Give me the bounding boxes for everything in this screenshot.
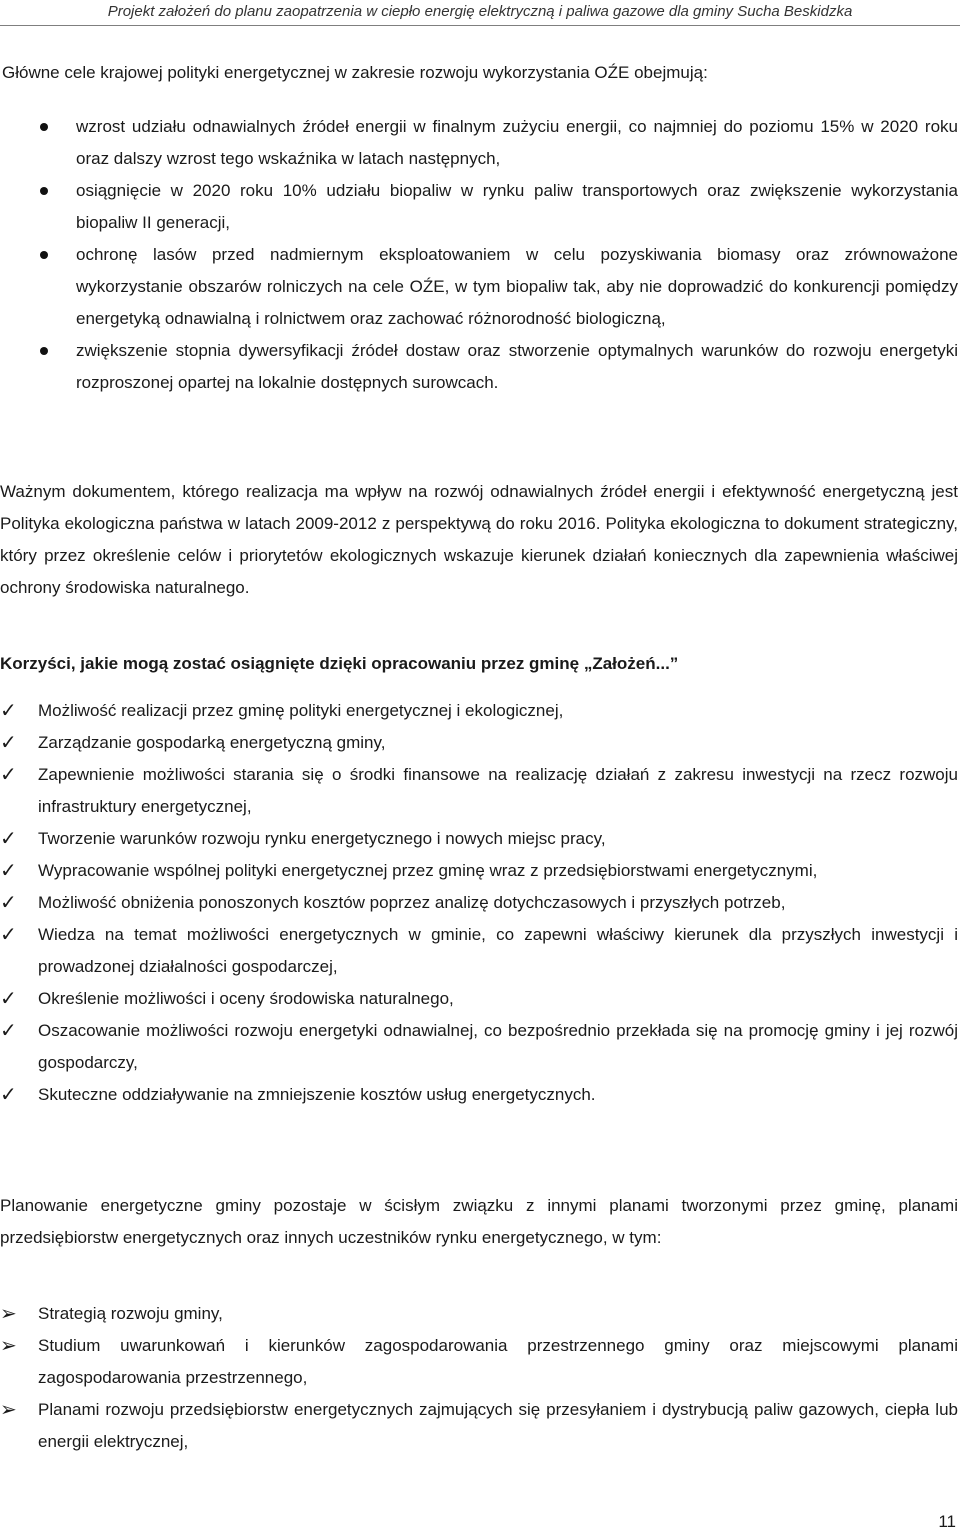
list-item	[0, 1079, 958, 1111]
bullet-icon	[40, 251, 48, 259]
page-header	[0, 0, 960, 26]
benefit-text: Oszacowanie możliwości rozwoju energetyki odnawialnej, co bezpośrednio przekłada się na promocję gminy i jej rozwój gospodarczy,	[38, 1021, 958, 1072]
list-item	[40, 239, 958, 335]
list-item	[0, 1330, 958, 1394]
benefit-text: Zapewnienie możliwości starania się o środki finansowe na realizację działań z zakresu inwestycji na rzecz rozwoju infrastruktury energetycznej,	[38, 765, 958, 816]
benefit-text: Zarządzanie gospodarką energetyczną gminy,	[38, 733, 386, 752]
list-item	[0, 855, 958, 887]
list-item	[0, 919, 958, 983]
benefit-text: Określenie możliwości i oceny środowiska naturalnego,	[38, 989, 454, 1008]
list-item	[40, 335, 958, 399]
list-item	[0, 695, 958, 727]
checkmark-icon: ✓	[0, 1084, 17, 1106]
checkmark-icon: ✓	[0, 860, 17, 882]
checkmark-icon: ✓	[0, 828, 17, 850]
list-item	[0, 1015, 958, 1079]
arrow-bullet-icon: ➢	[0, 1399, 17, 1421]
list-item	[40, 175, 958, 239]
arrow-bullet-icon: ➢	[0, 1335, 17, 1357]
goal-text: osiągnięcie w 2020 roku 10% udziału biopaliw w rynku paliw transportowych oraz zwiększenie wykorzystania biopaliw II generacji,	[76, 181, 958, 232]
plan-text: Studium uwarunkowań i kierunków zagospodarowania przestrzennego gminy oraz miejscowymi planami zagospodarowania przestrzennego,	[38, 1336, 958, 1387]
checkmark-icon: ✓	[0, 700, 17, 722]
bullet-icon	[40, 187, 48, 195]
plan-text: Strategią rozwoju gminy,	[38, 1304, 223, 1323]
intro-text: Główne cele krajowej polityki energetycznej w zakresie rozwoju wykorzystania OŹE obejmują:	[2, 63, 708, 82]
goal-text: zwiększenie stopnia dywersyfikacji źródeł dostaw oraz stworzenie optymalnych warunków do rozwoju energetyki rozproszonej opartej na lokalnie dostępnych surowcach.	[76, 341, 958, 392]
goal-text: ochronę lasów przed nadmiernym eksploatowaniem w celu pozyskiwania biomasy oraz zrównoważone wykorzystanie obszarów rolniczych na cele OŹE, w tym biopaliw tak, aby nie doprowadzić do konkurencji pomiędzy energetyką odnawialną i rolnictwem oraz zachować różnorodność biologiczną,	[76, 245, 958, 328]
list-item	[0, 727, 958, 759]
benefit-text: Możliwość obniżenia ponoszonych kosztów poprzez analizę dotychczasowych i przyszłych potrzeb,	[38, 893, 786, 912]
goals-list	[40, 111, 958, 399]
list-item	[0, 823, 958, 855]
plan-text: Planami rozwoju przedsiębiorstw energetycznych zajmujących się przesyłaniem i dystrybucją paliw gazowych, ciepła lub energii elektrycznej,	[38, 1400, 958, 1451]
planning-paragraph: Planowanie energetyczne gminy pozostaje w ścisłym związku z innymi planami tworzonymi przez gminę, planami przedsiębiorstw energetycznych oraz innych uczestników rynku energetycznego, w tym:	[0, 1196, 958, 1247]
checkmark-icon: ✓	[0, 892, 17, 914]
checkmark-icon: ✓	[0, 988, 17, 1010]
bullet-icon	[40, 123, 48, 131]
benefit-text: Wiedza na temat możliwości energetycznych w gminie, co zapewni właściwy kierunek dla przyszłych inwestycji i prowadzonej działalności gospodarczej,	[38, 925, 958, 976]
goal-text: wzrost udziału odnawialnych źródeł energii w finalnym zużyciu energii, co najmniej do poziomu 15% w 2020 roku oraz dalszy wzrost tego wskaźnika w latach następnych,	[76, 117, 958, 168]
checkmark-icon: ✓	[0, 764, 17, 786]
list-item	[0, 887, 958, 919]
list-item	[0, 759, 958, 823]
benefit-text: Wypracowanie wspólnej polityki energetycznej przez gminę wraz z przedsiębiorstwami energetycznymi,	[38, 861, 818, 880]
page-number: 11	[938, 1512, 956, 1531]
list-item	[0, 1394, 958, 1458]
arrow-bullet-icon: ➢	[0, 1303, 17, 1325]
checkmark-icon: ✓	[0, 1020, 17, 1042]
benefit-text: Możliwość realizacji przez gminę polityki energetycznej i ekologicznej,	[38, 701, 564, 720]
list-item	[0, 983, 958, 1015]
list-item	[40, 111, 958, 175]
benefit-text: Tworzenie warunków rozwoju rynku energetycznego i nowych miejsc pracy,	[38, 829, 606, 848]
benefits-list	[0, 695, 958, 1111]
benefits-heading: Korzyści, jakie mogą zostać osiągnięte dzięki opracowaniu przez gminę „Założeń...”	[0, 654, 679, 673]
plans-list	[0, 1298, 958, 1458]
list-item	[0, 1298, 958, 1330]
bullet-icon	[40, 347, 48, 355]
header-title: Projekt założeń do planu zaopatrzenia w ciepło energię elektryczną i paliwa gazowe dla gminy Sucha Beskidzka	[107, 3, 853, 20]
checkmark-icon: ✓	[0, 732, 17, 754]
benefit-text: Skuteczne oddziaływanie na zmniejszenie kosztów usług energetycznych.	[38, 1085, 596, 1104]
policy-paragraph: Ważnym dokumentem, którego realizacja ma wpływ na rozwój odnawialnych źródeł energii i efektywność energetyczną jest Polityka ekologiczna państwa w latach 2009-2012 z perspektywą do roku 2016. Polityka ekologiczna to dokument strategiczny, który przez określenie celów i priorytetów ekologicznych wskazuje kierunek działań koniecznych dla zapewnienia właściwej ochrony środowiska naturalnego.	[0, 482, 958, 597]
checkmark-icon: ✓	[0, 924, 17, 946]
